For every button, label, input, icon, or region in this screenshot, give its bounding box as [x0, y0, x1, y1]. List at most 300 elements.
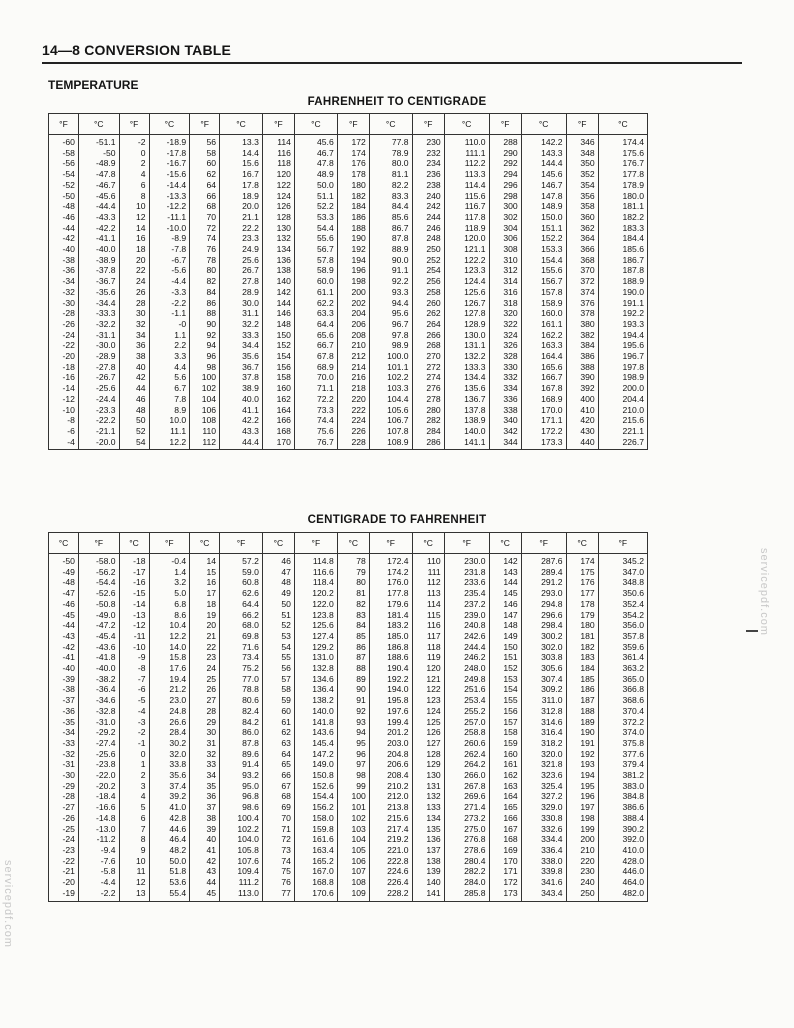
table-cell: 141: [412, 888, 444, 901]
table-cell: 102.2: [220, 824, 263, 835]
column-header: °F: [78, 533, 119, 554]
table-cell: 66.2: [220, 610, 263, 621]
table-row: [49, 158, 648, 169]
table-cell: 294.8: [521, 599, 566, 610]
table-cell: -4.4: [149, 276, 190, 287]
table-cell: 132: [262, 233, 294, 244]
table-cell: 190: [337, 233, 369, 244]
table-row: [49, 824, 648, 835]
table-cell: 15.8: [149, 652, 190, 663]
table-row: [49, 148, 648, 159]
table-cell: 192: [337, 244, 369, 255]
table-cell: 183.3: [598, 223, 647, 234]
table-cell: 149.0: [294, 759, 337, 770]
table-cell: 128.9: [444, 319, 489, 330]
table-cell: 162: [262, 394, 294, 405]
table-cell: 17.6: [149, 663, 190, 674]
table-cell: 34.4: [220, 340, 263, 351]
table-cell: 93: [337, 717, 369, 728]
table-cell: 280: [412, 405, 444, 416]
table-cell: -43.6: [78, 642, 119, 653]
table-cell: 196: [337, 265, 369, 276]
table-row: [49, 717, 648, 728]
table-cell: -28: [49, 791, 79, 802]
table-cell: 51: [262, 610, 294, 621]
table-cell: 197.6: [369, 706, 412, 717]
table-cell: 213.8: [369, 802, 412, 813]
column-header: °F: [521, 533, 566, 554]
table-cell: 115.6: [444, 191, 489, 202]
table-cell: 174.2: [369, 567, 412, 578]
table-cell: 262.4: [444, 749, 489, 760]
table-cell: -56.2: [78, 567, 119, 578]
table-cell: 54.4: [294, 223, 337, 234]
table-cell: -0: [149, 319, 190, 330]
table-cell: 291.2: [521, 577, 566, 588]
table-cell: 136: [262, 255, 294, 266]
table-cell: 43: [190, 866, 220, 877]
table-cell: 152: [489, 663, 521, 674]
table-cell: 66: [190, 191, 220, 202]
table-cell: 356.0: [598, 620, 647, 631]
table-cell: 194: [337, 255, 369, 266]
table-cell: -22: [49, 340, 79, 351]
table-cell: 163.4: [294, 845, 337, 856]
table-cell: 230.0: [444, 554, 489, 567]
table-cell: 4: [119, 791, 149, 802]
table-cell: 24: [119, 276, 149, 287]
table-cell: 344: [489, 437, 521, 450]
table-cell: 100: [337, 791, 369, 802]
table-cell: 57.2: [220, 554, 263, 567]
table-row: [49, 877, 648, 888]
table-cell: 129: [412, 759, 444, 770]
table-cell: 306: [489, 233, 521, 244]
table-cell: 56.7: [294, 244, 337, 255]
table-cell: 302: [489, 212, 521, 223]
table-cell: 12: [119, 877, 149, 888]
table-cell: 36: [119, 340, 149, 351]
table-cell: 168: [489, 834, 521, 845]
watermark-left: servicepdf.com: [2, 860, 14, 948]
table-cell: -28.9: [78, 351, 119, 362]
table-cell: 179: [566, 610, 598, 621]
table-cell: 1.1: [149, 330, 190, 341]
table-cell: -34: [49, 727, 79, 738]
table-cell: 151.1: [521, 223, 566, 234]
table-cell: 154.4: [521, 255, 566, 266]
table-cell: 198: [566, 813, 598, 824]
table-cell: 314: [489, 276, 521, 287]
table-cell: 7: [119, 824, 149, 835]
table-cell: 44: [119, 383, 149, 394]
table-cell: -4.4: [78, 877, 119, 888]
table-cell: 10: [119, 201, 149, 212]
table-cell: 197: [566, 802, 598, 813]
table-cell: 194.0: [369, 684, 412, 695]
table-cell: 356: [566, 191, 598, 202]
table-cell: 178: [566, 599, 598, 610]
table-cell: 128: [262, 212, 294, 223]
table-cell: 18: [119, 244, 149, 255]
table-row: [49, 642, 648, 653]
table-cell: 173.3: [521, 437, 566, 450]
table-cell: 80: [337, 577, 369, 588]
table-cell: 6: [119, 180, 149, 191]
table-cell: 170: [489, 856, 521, 867]
table-cell: 342: [489, 426, 521, 437]
table-cell: 147: [489, 610, 521, 621]
table-cell: 157: [489, 717, 521, 728]
table-cell: 52.2: [294, 201, 337, 212]
table-cell: 334: [489, 383, 521, 394]
table-row: [49, 856, 648, 867]
table-cell: 68.9: [294, 362, 337, 373]
table-cell: 244: [412, 212, 444, 223]
table-row: [49, 372, 648, 383]
table-cell: 90: [190, 319, 220, 330]
table-cell: -32.2: [78, 319, 119, 330]
table-cell: 166: [489, 813, 521, 824]
table-cell: 155.6: [521, 265, 566, 276]
table-cell: -29.2: [78, 727, 119, 738]
table-cell: 30.0: [220, 298, 263, 309]
table-cell: 27: [190, 695, 220, 706]
table-row: [49, 554, 648, 567]
table-cell: 260.6: [444, 738, 489, 749]
table-cell: 108.9: [369, 437, 412, 450]
table-cell: 204: [337, 308, 369, 319]
table-cell: 322: [489, 319, 521, 330]
table-cell: -32.8: [78, 706, 119, 717]
table-cell: 382: [566, 330, 598, 341]
table-cell: 140: [412, 877, 444, 888]
table-cell: 3.2: [149, 577, 190, 588]
table-cell: 137: [412, 845, 444, 856]
table-cell: 10.0: [149, 415, 190, 426]
table-cell: 6.8: [149, 599, 190, 610]
table-cell: 338: [489, 405, 521, 416]
table-cell: 133.3: [444, 362, 489, 373]
table-cell: 33.3: [220, 330, 263, 341]
table-cell: 176.7: [598, 158, 647, 169]
table-cell: -30.0: [78, 340, 119, 351]
table-cell: 266: [412, 330, 444, 341]
table-cell: 182.2: [598, 212, 647, 223]
table-cell: 428.0: [598, 856, 647, 867]
table-cell: -41: [49, 652, 79, 663]
table-cell: 114: [412, 599, 444, 610]
table-cell: 81: [337, 588, 369, 599]
table-cell: 206: [337, 319, 369, 330]
table-cell: 156: [489, 706, 521, 717]
table-cell: -31.1: [78, 330, 119, 341]
table-cell: 321.8: [521, 759, 566, 770]
table-cell: 191.1: [598, 298, 647, 309]
table-cell: 89.6: [220, 749, 263, 760]
table-cell: 56: [262, 663, 294, 674]
table-cell: -14: [49, 383, 79, 394]
table-cell: 82.2: [369, 180, 412, 191]
column-header: °C: [598, 114, 647, 135]
table-cell: 59.0: [220, 567, 263, 578]
table-cell: 131.1: [444, 340, 489, 351]
table-cell: 33.8: [149, 759, 190, 770]
table-cell: 32: [119, 319, 149, 330]
table-cell: 170.6: [294, 888, 337, 901]
table-cell: 327.2: [521, 791, 566, 802]
table-cell: 6: [119, 813, 149, 824]
table-cell: -34.4: [78, 298, 119, 309]
table-cell: 84.4: [369, 201, 412, 212]
table-cell: 296: [489, 180, 521, 191]
table-cell: 320.0: [521, 749, 566, 760]
table-cell: 224: [337, 415, 369, 426]
table-cell: 199.4: [369, 717, 412, 728]
table-cell: 124.4: [444, 276, 489, 287]
table-cell: 368.6: [598, 695, 647, 706]
table-cell: 77: [262, 888, 294, 901]
table-cell: 180: [566, 620, 598, 631]
table-cell: 146: [489, 599, 521, 610]
table-cell: 276: [412, 383, 444, 394]
table-row: [49, 567, 648, 578]
table-cell: 77.8: [369, 135, 412, 148]
table-cell: 196: [566, 791, 598, 802]
table-cell: 158.9: [521, 298, 566, 309]
column-header: °F: [149, 533, 190, 554]
table-cell: 41.1: [220, 405, 263, 416]
table-cell: 197.8: [598, 362, 647, 373]
table-cell: 206.6: [369, 759, 412, 770]
table-cell: 44.6: [149, 824, 190, 835]
table-cell: 240.8: [444, 620, 489, 631]
table-cell: 30: [119, 308, 149, 319]
table-cell: 109: [337, 888, 369, 901]
table-cell: 166.7: [521, 372, 566, 383]
table-cell: 138.9: [444, 415, 489, 426]
table-cell: 161.6: [294, 834, 337, 845]
table-cell: 51.1: [294, 191, 337, 202]
table-cell: 96: [190, 351, 220, 362]
table-cell: -38.9: [78, 255, 119, 266]
table-cell: 19: [190, 610, 220, 621]
table-cell: 190.4: [369, 663, 412, 674]
table-cell: 28.9: [220, 287, 263, 298]
column-header: °F: [598, 533, 647, 554]
table-cell: 185.6: [598, 244, 647, 255]
table-cell: -29: [49, 781, 79, 792]
table-cell: 78: [337, 554, 369, 567]
table-cell: 86.0: [220, 727, 263, 738]
table-cell: -15: [119, 588, 149, 599]
table-cell: 16: [119, 233, 149, 244]
table-cell: 53: [262, 631, 294, 642]
table-row: [49, 888, 648, 901]
table-cell: -24: [49, 834, 79, 845]
table-cell: 375.8: [598, 738, 647, 749]
column-header: °C: [412, 533, 444, 554]
table-cell: 187.8: [598, 265, 647, 276]
table-cell: 178: [337, 169, 369, 180]
table-cell: 161: [489, 759, 521, 770]
table-cell: 242: [412, 201, 444, 212]
table-cell: -32: [49, 287, 79, 298]
table-cell: 108: [337, 877, 369, 888]
table-cell: 117.8: [444, 212, 489, 223]
table-cell: 20: [190, 620, 220, 631]
table-cell: 168.8: [294, 877, 337, 888]
table-cell: 251.6: [444, 684, 489, 695]
table-cell: 181.1: [598, 201, 647, 212]
table-cell: 145.4: [294, 738, 337, 749]
table-cell: 122: [262, 180, 294, 191]
table-cell: 104.0: [220, 834, 263, 845]
table-cell: 341.6: [521, 877, 566, 888]
table-cell: -16: [49, 372, 79, 383]
table-cell: -16.7: [149, 158, 190, 169]
table-cell: 154: [489, 684, 521, 695]
table-cell: -2.2: [78, 888, 119, 901]
table-cell: -45.4: [78, 631, 119, 642]
table-cell: 4.4: [149, 362, 190, 373]
table-cell: 153.3: [521, 244, 566, 255]
table-cell: 104: [337, 834, 369, 845]
table-cell: 307.4: [521, 674, 566, 685]
table-cell: 141.8: [294, 717, 337, 728]
table-cell: 172.4: [369, 554, 412, 567]
table-cell: 64.4: [220, 599, 263, 610]
table-cell: 126.7: [444, 298, 489, 309]
table-cell: 410: [566, 405, 598, 416]
table-cell: -33.3: [78, 308, 119, 319]
column-header: °F: [220, 533, 263, 554]
table-cell: 74: [262, 856, 294, 867]
table-header-row: [49, 533, 648, 554]
table-cell: 72: [190, 223, 220, 234]
table-cell: -19: [49, 888, 79, 901]
table-cell: 109.4: [220, 866, 263, 877]
table-cell: 200: [337, 287, 369, 298]
table-cell: 114: [262, 135, 294, 148]
table-cell: 66.7: [294, 340, 337, 351]
table-cell: 114.8: [294, 554, 337, 567]
table-cell: -47: [49, 588, 79, 599]
table-cell: 236: [412, 169, 444, 180]
table-cell: 107.6: [220, 856, 263, 867]
table-cell: -23.8: [78, 759, 119, 770]
table-cell: 16.7: [220, 169, 263, 180]
table-cell: 192.2: [598, 308, 647, 319]
table-cell: 269.6: [444, 791, 489, 802]
table-cell: 50.0: [294, 180, 337, 191]
table-cell: 26.6: [149, 717, 190, 728]
table-cell: 9: [119, 845, 149, 856]
table-cell: 182: [566, 642, 598, 653]
table-cell: 40: [119, 362, 149, 373]
table-cell: 210: [337, 340, 369, 351]
table-row: [49, 674, 648, 685]
table-cell: 386.6: [598, 802, 647, 813]
table-cell: 154: [262, 351, 294, 362]
table-cell: -30: [49, 298, 79, 309]
table-cell: -9.4: [78, 845, 119, 856]
table-cell: -24: [49, 330, 79, 341]
table-cell: 78.9: [369, 148, 412, 159]
table-row: [49, 330, 648, 341]
table-cell: 66: [262, 770, 294, 781]
table-cell: 184.4: [598, 233, 647, 244]
table-cell: -7: [119, 674, 149, 685]
table-cell: 86: [190, 298, 220, 309]
table-cell: 62.2: [294, 298, 337, 309]
table-cell: -8: [119, 663, 149, 674]
table-cell: 77.0: [220, 674, 263, 685]
table-cell: 328: [489, 351, 521, 362]
table-cell: 189: [566, 717, 598, 728]
table-cell: 286: [412, 437, 444, 450]
table-cell: 199: [566, 824, 598, 835]
table-cell: -26: [49, 813, 79, 824]
table-cell: 98.6: [220, 802, 263, 813]
table-cell: 136: [412, 834, 444, 845]
table-cell: 20.0: [220, 201, 263, 212]
table-cell: 87: [337, 652, 369, 663]
table-row: [49, 394, 648, 405]
table-cell: 82: [190, 276, 220, 287]
table-row: [49, 287, 648, 298]
table-cell: 96: [337, 749, 369, 760]
table-cell: 340: [489, 415, 521, 426]
table-cell: 62.6: [220, 588, 263, 599]
table-cell: 152: [262, 340, 294, 351]
table-cell: 350.6: [598, 588, 647, 599]
table-cell: 117: [412, 631, 444, 642]
table-cell: 140: [262, 276, 294, 287]
table-cell: 374.0: [598, 727, 647, 738]
table-cell: -2: [119, 727, 149, 738]
table-cell: 360: [566, 212, 598, 223]
table-cell: 156.7: [521, 276, 566, 287]
table-cell: -50: [49, 191, 79, 202]
table-cell: 202: [337, 298, 369, 309]
table-cell: 358: [566, 201, 598, 212]
table-row: [49, 738, 648, 749]
table-cell: 181: [566, 631, 598, 642]
table-cell: 268: [412, 340, 444, 351]
table-cell: -8.9: [149, 233, 190, 244]
column-header: °F: [337, 114, 369, 135]
table-cell: -36: [49, 706, 79, 717]
table-cell: 21.1: [220, 212, 263, 223]
table-cell: 183.2: [369, 620, 412, 631]
f-to-c-table-title: FAHRENHEIT TO CENTIGRADE: [307, 96, 487, 108]
table-cell: 19.4: [149, 674, 190, 685]
table-cell: 332.6: [521, 824, 566, 835]
table-cell: 112: [412, 577, 444, 588]
table-cell: 384: [566, 340, 598, 351]
table-cell: 55: [262, 652, 294, 663]
table-cell: 1.4: [149, 567, 190, 578]
table-cell: 156: [262, 362, 294, 373]
table-cell: 165: [489, 802, 521, 813]
table-cell: -46.7: [78, 180, 119, 191]
table-cell: 390: [566, 372, 598, 383]
table-cell: 365.0: [598, 674, 647, 685]
table-cell: -27.4: [78, 738, 119, 749]
table-row: [49, 298, 648, 309]
table-cell: 275.0: [444, 824, 489, 835]
